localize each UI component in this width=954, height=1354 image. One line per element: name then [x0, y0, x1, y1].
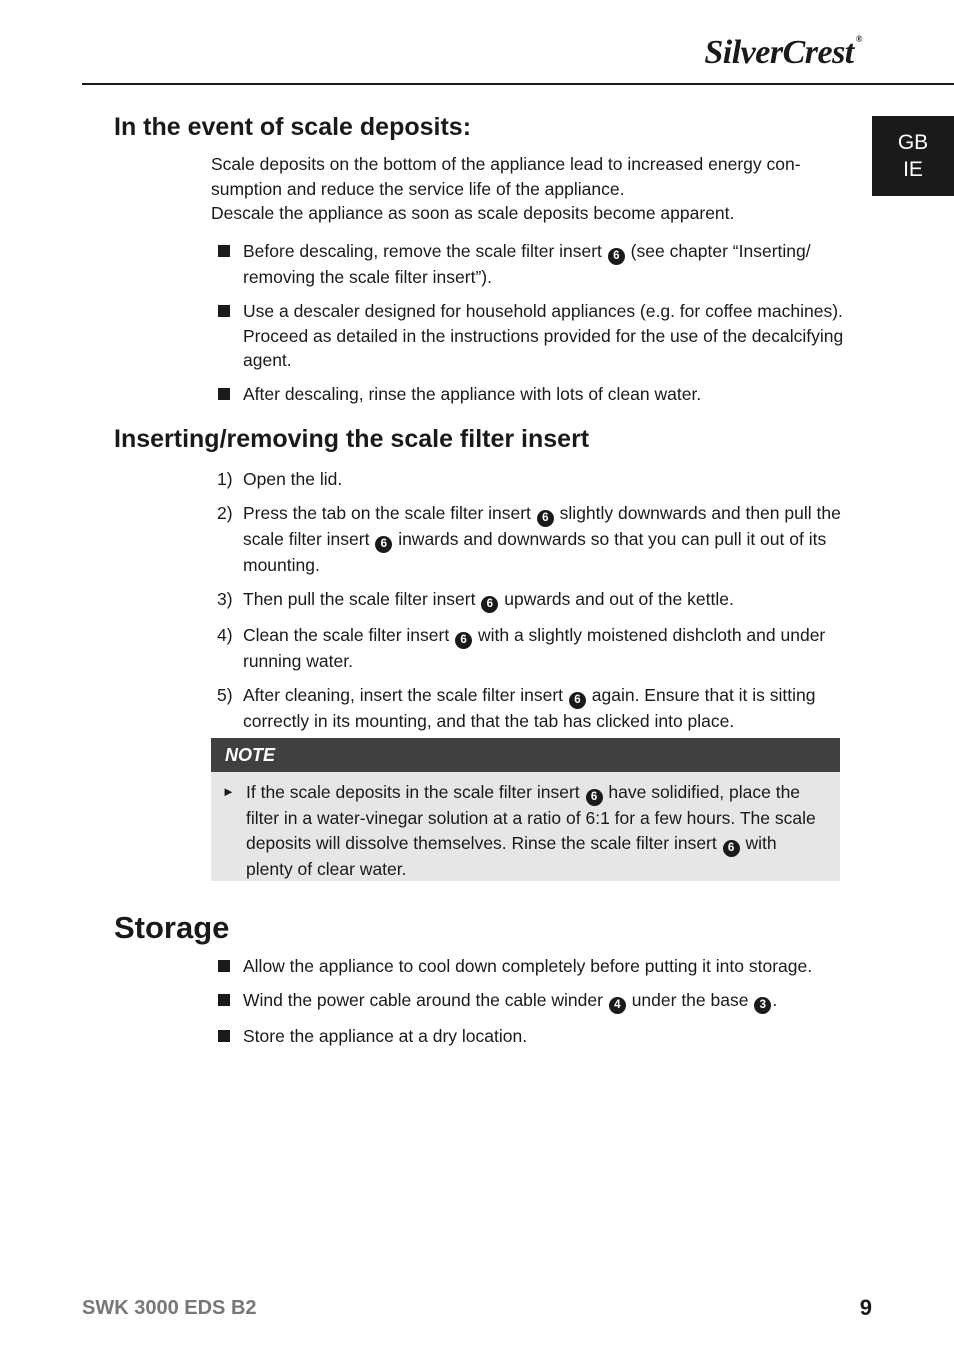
step-number: 2) — [217, 503, 233, 523]
arrow-right-icon: ► — [222, 784, 235, 799]
square-bullet-icon — [218, 994, 230, 1006]
scale-intro-line: Descale the appliance as soon as scale deposits become apparent. — [211, 203, 735, 223]
scale-intro-line: sumption and reduce the service life of the appliance. — [211, 178, 625, 199]
storage-heading: Storage — [114, 910, 230, 945]
list-item: Use a descaler designed for household appliances (e.g. for coffee machines). Proceed as detailed in the instructions provided for the use of the decalcifying agent. — [211, 299, 851, 373]
scale-intro-line: Scale deposits on the bottom of the appliance lead to increased energy con- — [211, 154, 801, 174]
square-bullet-icon — [218, 388, 230, 400]
registered-mark: ® — [855, 34, 862, 44]
list-item: 3) Then pull the scale filter insert 6 upwards and out of the kettle. — [211, 587, 851, 613]
square-bullet-icon — [218, 960, 230, 972]
step-number: 3) — [217, 589, 233, 609]
list-item: Before descaling, remove the scale filter insert 6 (see chapter “Inserting/ removing the scale filter insert”). — [211, 239, 851, 290]
list-item: 4) Clean the scale filter insert 6 with a slightly moistened dishcloth and under running water. — [217, 624, 826, 671]
step-number: 1) — [217, 469, 233, 489]
insert-removal-heading: Inserting/removing the scale filter insert — [114, 425, 590, 453]
reference-number-icon: 6 — [375, 536, 392, 553]
square-bullet-icon — [218, 245, 230, 257]
reference-number-icon: 6 — [608, 248, 625, 265]
scale-deposits-heading: In the event of scale deposits: — [114, 113, 472, 141]
list-item: After descaling, rinse the appliance with lots of clean water. — [211, 382, 851, 407]
square-bullet-icon — [218, 305, 230, 317]
reference-number-icon: 6 — [586, 789, 603, 806]
note-box — [211, 738, 840, 881]
note-body: ► If the scale deposits in the scale filter insert 6 have solidified, place the filter in a water-vinegar solution at a ratio of 6:1 for a few hours. The scale deposits will dissolve themselves. Rinse the scale filter insert 6 with plenty of clear water. — [222, 782, 816, 879]
reference-number-icon: 6 — [569, 692, 586, 709]
list-item: Allow the appliance to cool down completely before putting it into storage. — [211, 954, 851, 979]
reference-number-icon: 6 — [537, 510, 554, 527]
list-item: 1) Open the lid. — [211, 467, 851, 492]
storage-bullet-list — [211, 954, 851, 1058]
language-tab — [872, 116, 954, 196]
brand-logo — [704, 34, 862, 72]
footer-model-number: SWK 3000 EDS B2 — [82, 1297, 257, 1319]
list-item: 5) After cleaning, insert the scale filter insert 6 again. Ensure that it is sitting correctly in its mounting, and that the tab has clicked into place. — [217, 684, 816, 731]
page-number: 9 — [859, 1295, 872, 1320]
language-code-ie: IE — [903, 158, 923, 181]
scale-intro — [211, 152, 851, 226]
reference-number-icon: 6 — [723, 840, 740, 857]
reference-number-icon: 3 — [754, 997, 771, 1014]
header-rule — [82, 83, 954, 85]
step-number: 4) — [217, 624, 233, 645]
step-number: 5) — [217, 684, 233, 705]
reference-number-icon: 6 — [455, 632, 472, 649]
language-code-gb: GB — [897, 131, 929, 154]
reference-number-icon: 4 — [609, 997, 626, 1014]
list-item: Wind the power cable around the cable winder 4 under the base 3 . — [211, 988, 851, 1014]
scale-bullet-list — [211, 239, 851, 416]
list-item: 2) Press the tab on the scale filter insert 6 slightly downwards and then pull the scale filter insert 6 inwards and downwards so that you can pull it out of its mounting. — [217, 503, 841, 575]
list-item: Store the appliance at a dry location. — [211, 1024, 851, 1049]
note-title: NOTE — [211, 738, 840, 772]
brand-name: SilverCrest — [704, 34, 854, 71]
square-bullet-icon — [218, 1030, 230, 1042]
reference-number-icon: 6 — [481, 596, 498, 613]
insert-steps-list — [211, 467, 851, 743]
